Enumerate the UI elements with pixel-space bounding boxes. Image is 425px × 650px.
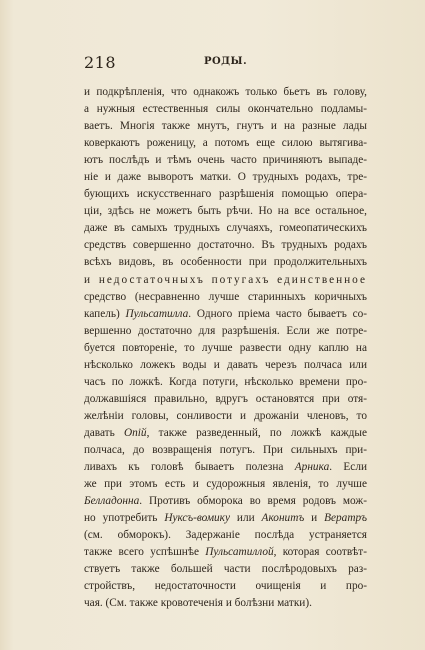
text-line: же при этомъ есть и судорожныя явленія, то лучше [84, 478, 367, 491]
text-line: желѣніи головы, сонливости и дрожаніи членовъ, то [84, 409, 367, 422]
text-line: ваетъ. Многія также мнутъ, гнутъ и на разные лады [84, 120, 367, 133]
text-line: и подкрѣпленія, что однакожъ только бьетъ въ голову, [84, 86, 367, 98]
remedy-name: Нуксъ-вомику [164, 512, 230, 525]
text-line: средство (несравненно лучше старинныхъ коричныхъ [84, 290, 367, 303]
text-line: и недостаточныхъ потугахъ единственное [84, 273, 367, 286]
text-line: всѣхъ видовъ, въ особенности при продолжительныхъ [84, 256, 367, 269]
page-number: 218 [84, 53, 117, 72]
remedy-name: Арника [294, 461, 330, 474]
text-line: ютъ послѣдъ и тѣмъ очень часто причиняютъ выпаде- [84, 154, 367, 167]
remedy-name: Белладонна [84, 495, 140, 508]
text-line: средствъ совершенно достаточно. Въ трудныхъ родахъ [84, 239, 367, 252]
text-line: а нужныя естественныя силы окончательно подламы- [84, 103, 367, 116]
remedy-name: Опій [123, 426, 147, 439]
remedy-name: Вератръ [324, 512, 367, 525]
running-title: РОДЫ. [203, 56, 248, 67]
remedy-name: Аконитъ [261, 512, 305, 525]
text-line: вершенно достаточно для разрѣшенія. Если же потре- [84, 324, 367, 337]
text-line: нѣсколько ложекъ воды и давать черезъ полчаса или [84, 358, 367, 371]
text-line: чая. (См. также кровотеченія и болѣзни матки). [84, 597, 312, 610]
body-text [84, 84, 367, 612]
text-line: ніе и даже выворотъ матки. О трудныхъ родахъ, тре- [84, 171, 367, 184]
remedy-name: Пульсатиллой [205, 546, 274, 559]
text-line: полчаса, до возвращенія потугъ. При сильныхъ при- [84, 443, 367, 456]
text-line: даже въ самыхъ трудныхъ случаяхъ, гомеопатическихъ [84, 222, 367, 235]
text-line: давать Опій, также разведенный, по ложкѣ каждые [84, 426, 367, 439]
text-line: ливахъ къ головѣ бываетъ полезна Арника. Если [84, 461, 367, 474]
text-line: Белладонна. Противъ обморока во время родовъ мож- [84, 495, 367, 508]
text-line: коверкаютъ роженицу, а потомъ еще силою вытягива- [84, 137, 367, 150]
text-line: должавшіяся правильно, вдругъ остановятся при отя- [84, 392, 367, 405]
text-line: также всего успѣшнѣе Пульсатиллой, которая соотвѣт- [84, 546, 367, 559]
remedy-name: Пульсатилла [125, 307, 189, 320]
text-line: ствуетъ также большей части послѣродовыхъ раз- [84, 563, 367, 576]
text-line: буется повтореніе, то лучше развести одну каплю на [84, 341, 367, 354]
text-line: часъ по ложкѣ. Когда потуги, нѣсколько времени про- [84, 375, 367, 388]
text-line: но употребить Нуксъ-вомику или Аконитъ и Вератръ [84, 512, 367, 525]
text-line: бующихъ искусственнаго разрѣшенія помощью опера- [84, 188, 367, 201]
text-line: ціи, здѣсь не можетъ быть рѣчи. Но на все остальное, [84, 205, 367, 218]
text-line: капель) Пульсатилла. Одного пріема часто бываетъ со- [84, 307, 367, 320]
text-line: стройствъ, недостаточности очищенія и про- [84, 580, 367, 593]
page-header [84, 53, 367, 75]
text-line: (см. обморокъ). Задержаніе послѣда устраняется [84, 529, 367, 542]
